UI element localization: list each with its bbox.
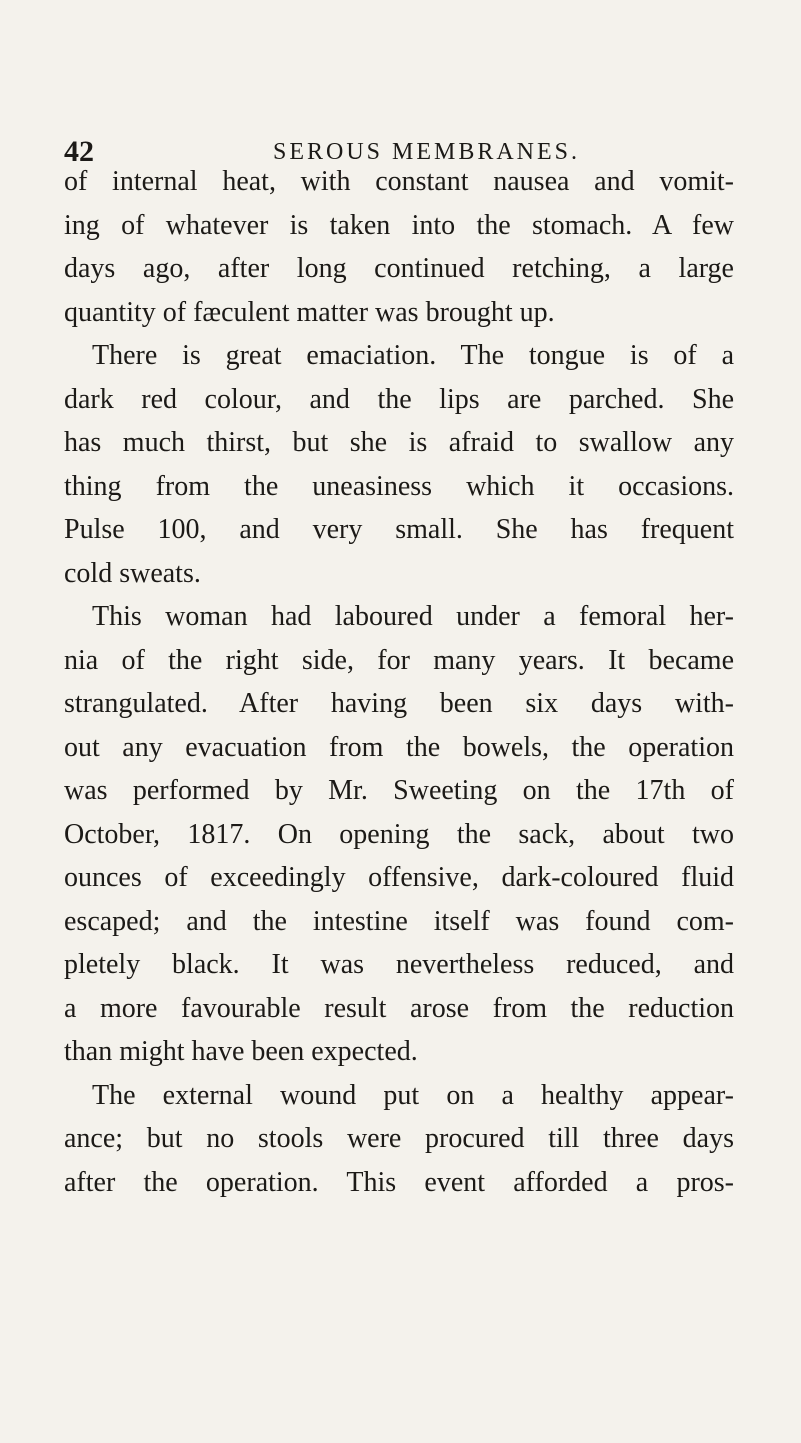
text-line: dark red colour, and the lips are parched. She: [64, 383, 734, 415]
text-line: ance; but no stools were procured till three days: [64, 1123, 734, 1154]
text-line: days ago, after long continued retching, a large: [64, 253, 734, 284]
text-line: was performed by Mr. Sweeting on the 17th of: [64, 775, 734, 806]
text-line: This woman had laboured under a femoral her-: [92, 601, 734, 632]
body-text: [64, 160, 734, 1204]
text-line: thing from the uneasiness which it occasions.: [64, 470, 734, 502]
text-line: There is great emaciation. The tongue is of a: [92, 340, 734, 371]
text-line: pletely black. It was nevertheless reduced, and: [64, 949, 734, 980]
text-line: nia of the right side, for many years. It became: [64, 644, 734, 676]
text-line: escaped; and the intestine itself was found com-: [64, 905, 734, 937]
text-line: ing of whatever is taken into the stomach. A few: [64, 209, 734, 241]
text-line: cold sweats.: [64, 557, 201, 589]
page-number: 42: [64, 135, 94, 168]
text-line: of internal heat, with constant nausea and vomit-: [64, 166, 734, 197]
text-line: Pulse 100, and very small. She has frequent: [64, 514, 734, 545]
text-line: a more favourable result arose from the reduction: [64, 992, 734, 1024]
text-line: out any evacuation from the bowels, the operation: [64, 731, 734, 763]
text-line: after the operation. This event afforded a pros-: [64, 1166, 734, 1198]
text-line: has much thirst, but she is afraid to swallow any: [64, 427, 734, 458]
text-line: ounces of exceedingly offensive, dark-coloured fluid: [64, 862, 734, 893]
text-line: The external wound put on a healthy appear-: [92, 1079, 734, 1111]
text-line: strangulated. After having been six days with-: [64, 688, 734, 719]
text-line: than might have been expected.: [64, 1036, 418, 1067]
text-line: quantity of fæculent matter was brought up.: [64, 296, 555, 328]
running-head: SEROUS MEMBRANES.: [272, 139, 581, 165]
text-line: October, 1817. On opening the sack, about two: [64, 818, 734, 850]
